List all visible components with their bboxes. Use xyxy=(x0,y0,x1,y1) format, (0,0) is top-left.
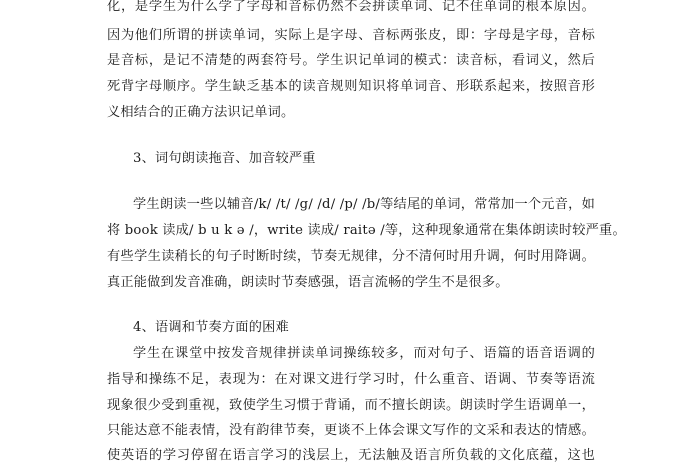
paragraph-line: 学生在课堂中按发音规律拼读单词操练较多，而对句子、语篇的语音语调的 xyxy=(133,346,595,361)
paragraph-line: 化，是学生为什么学了字母和音标仍然不会拼读单词、记不住单词的根本原因。 xyxy=(107,0,595,14)
paragraph-line: 死背字母顺序。学生缺乏基本的读音规则知识将单词音、形联系起来，按照音形 xyxy=(107,79,595,94)
paragraph-line: 指导和操练不足，表现为：在对课文进行学习时，什么重音、语调、节奏等语流 xyxy=(107,372,595,387)
paragraph-line: 因为他们所谓的拼读单词，实际上是字母、音标两张皮，即：字母是字母，音标 xyxy=(107,28,595,43)
paragraph-line: 真正能做到发音准确，朗读时节奏感强，语言流畅的学生不是很多。 xyxy=(107,275,509,290)
paragraph-line: 学生朗读一些以辅音/k/ /t/ /g/ /d/ /p/ /b/等结尾的单词，常常加一个元音，如 xyxy=(133,197,595,212)
section-heading: 3、词句朗读拖音、加音较严重 xyxy=(133,151,316,166)
paragraph-line: 有些学生读稍长的句子时断时续，节奏无规律，分不清何时用升调，何时用降调。 xyxy=(107,249,595,264)
paragraph-line: 义相结合的正确方法识记单词。 xyxy=(107,105,295,120)
paragraph-line: 只能达意不能表情，没有韵律节奏，更谈不上体会课文写作的文采和表达的情感。 xyxy=(107,423,595,438)
paragraph-line: 现象很少受到重视，致使学生习惯于背诵，而不擅长朗读。朗读时学生语调单一， xyxy=(107,398,595,413)
paragraph-line: 使英语的学习停留在语言学习的浅层上，无法触及语言所负载的文化底蕴，这也 xyxy=(107,448,595,463)
paragraph-line: 将 book 读成/ b u k ə /，write 读成/ raitə /等，这种现象通常在集体朗读时较严重。 xyxy=(107,223,626,238)
section-heading: 4、语调和节奏方面的困难 xyxy=(133,320,289,335)
paragraph-line: 是音标，是记不清楚的两套符号。学生识记单词的模式：读音标，看词义，然后 xyxy=(107,53,595,68)
